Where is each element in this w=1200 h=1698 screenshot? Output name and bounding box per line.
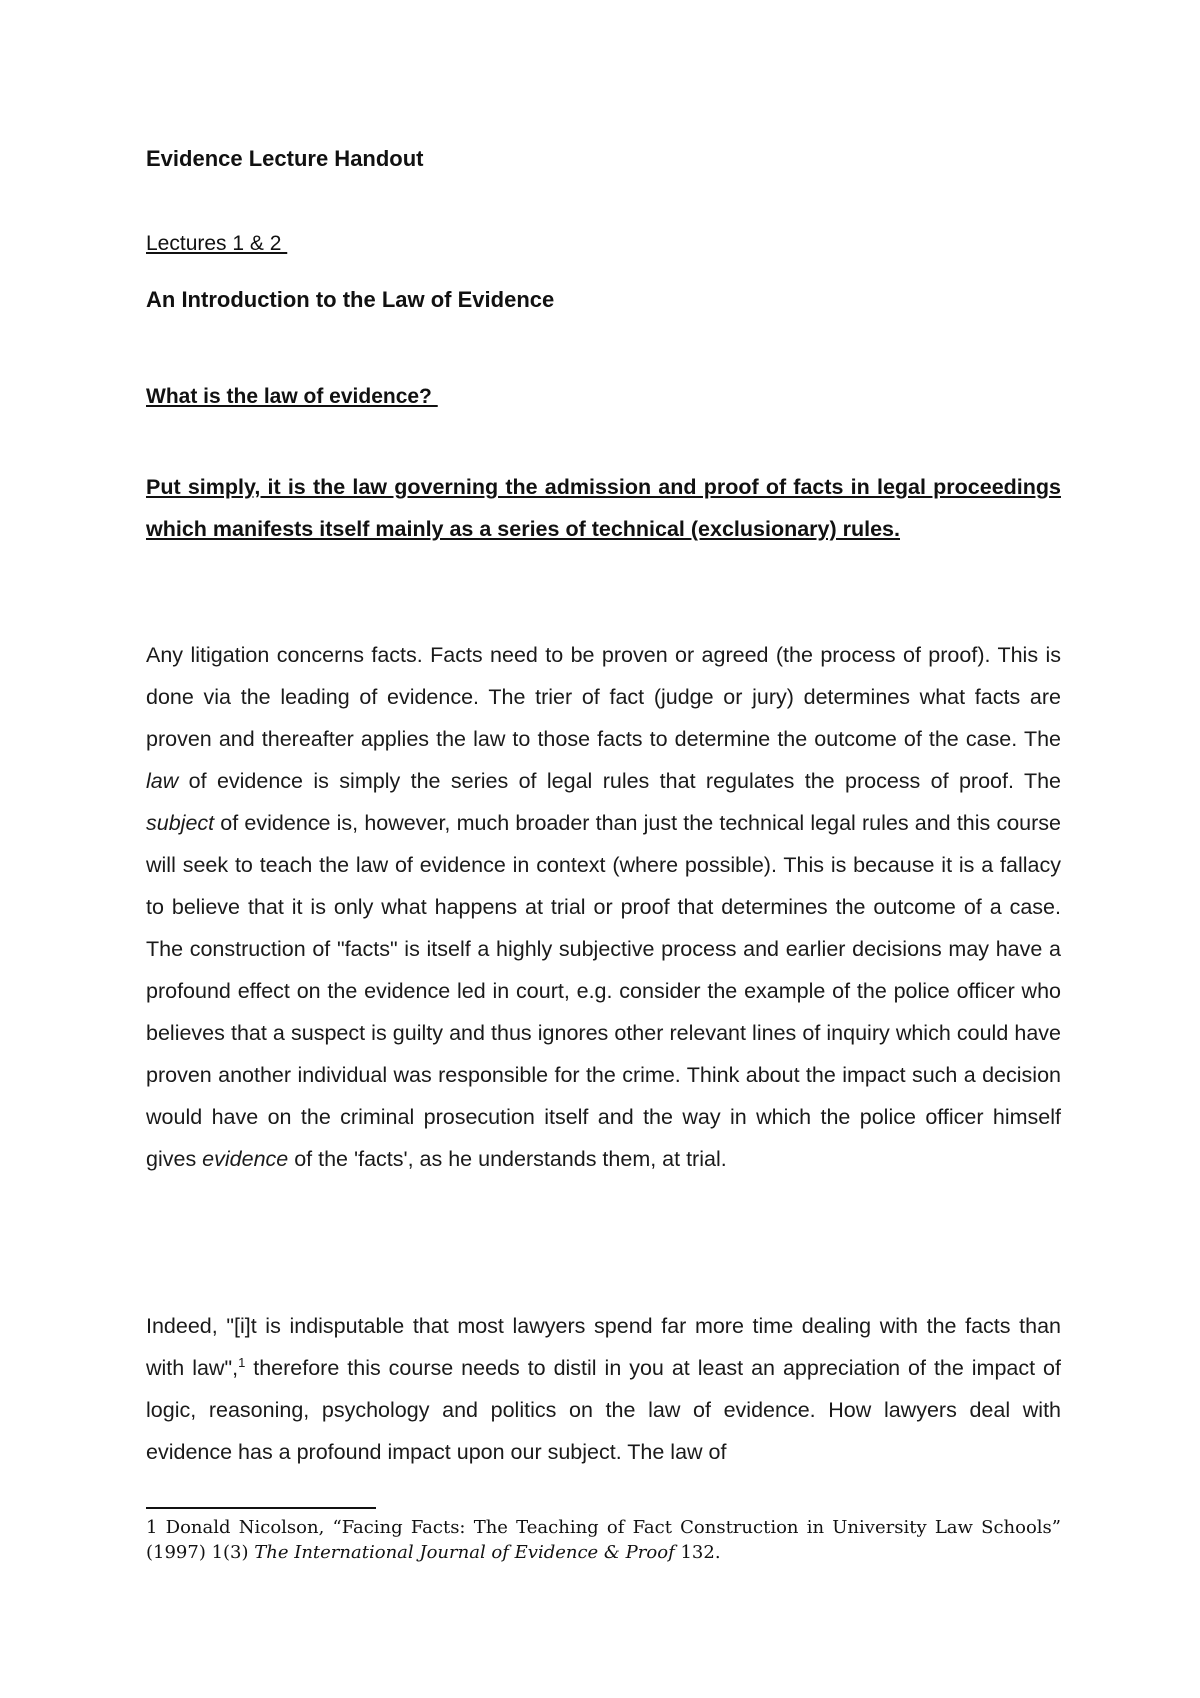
lectures-label: Lectures 1 & 2	[146, 232, 288, 255]
paragraph-text: Any litigation concerns facts. Facts need to be proven or agreed (the process of proof). This is done via the leading of evidence. The trier of fact (judge or jury) determines what facts are proven and thereafter applies the law to those facts to determine the outcome of the case. The	[146, 643, 1061, 751]
emphasis-law: law	[146, 769, 179, 793]
footnote-separator	[146, 1507, 376, 1509]
footnote-text: Donald Nicolson, “Facing Facts: The Teaching of Fact Construction in University Law Schools” (1997) 1(3)	[146, 1517, 1061, 1563]
emphasis-evidence: evidence	[202, 1147, 289, 1171]
footnote-page: 132.	[674, 1542, 721, 1563]
footnote-number: 1	[146, 1517, 158, 1538]
body-paragraph-2	[146, 1305, 1061, 1473]
footnote-reference[interactable]: 1	[238, 1354, 246, 1370]
paragraph-text: therefore this course needs to distil in you at least an appreciation of the impact of logic, reasoning, psychology and politics on the law of evidence. How lawyers deal with evidence has a profound impact upon our subject. The law of	[146, 1356, 1061, 1464]
paragraph-text: of the 'facts', as he understands them, at trial.	[288, 1147, 727, 1171]
document-title: Evidence Lecture Handout	[146, 146, 424, 171]
paragraph-text: of evidence is simply the series of legal rules that regulates the process of proof. The	[178, 769, 1061, 793]
paragraph-text: of evidence is, however, much broader than just the technical legal rules and this course will seek to teach the law of evidence in context (where possible). This is because it is a fallacy to believe that it is only what happens at trial or proof that determines the outcome of a case. The construction of "facts" is itself a highly subjective process and earlier decisions may have a profound effect on the evidence led in court, e.g. consider the example of the police officer who believes that a suspect is guilty and thus ignores other relevant lines of inquiry which could have proven another individual was responsible for the crime. Think about the impact such a decision would have on the criminal prosecution itself and the way in which the police officer himself gives	[146, 811, 1061, 1171]
paragraph-text: Indeed, "[i]t is indisputable that most lawyers spend far more time dealing with the facts than with law",	[146, 1314, 1061, 1380]
emphasis-subject: subject	[146, 811, 215, 835]
footnote	[146, 1515, 1061, 1565]
body-paragraph-1	[146, 634, 1061, 1180]
question-heading: What is the law of evidence?	[146, 385, 438, 408]
footnote-journal-title: The International Journal of Evidence & Proof	[254, 1542, 675, 1563]
section-title: An Introduction to the Law of Evidence	[146, 287, 555, 312]
definition-statement: Put simply, it is the law governing the admission and proof of facts in legal proceedings which manifests itself mainly as a series of technical (exclusionary) rules.	[146, 475, 1061, 541]
